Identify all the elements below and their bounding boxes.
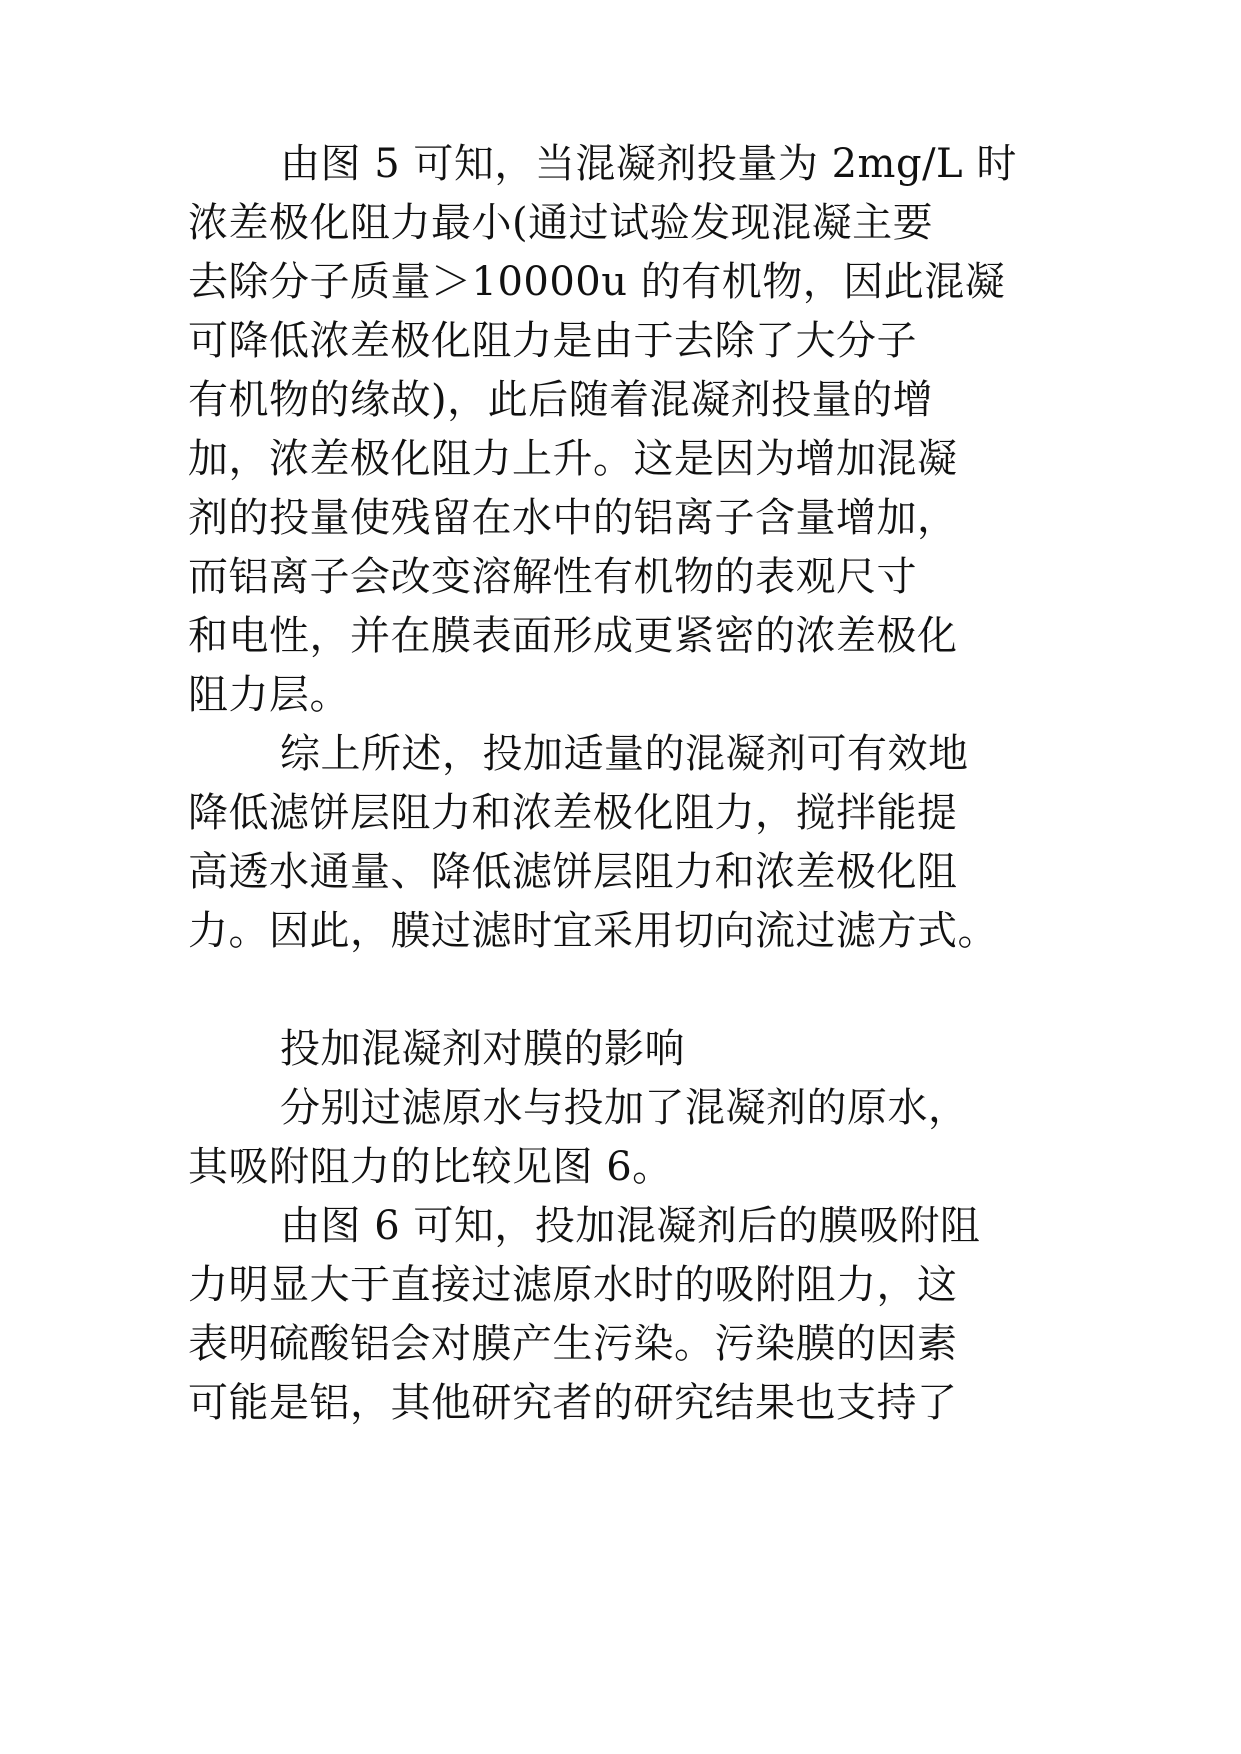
paragraph-2-line-2: 降低滤饼层阻力和浓差极化阻力，搅拌能提 bbox=[188, 790, 958, 836]
paragraph-1-line-2: 浓差极化阻力最小(通过试验发现混凝主要 bbox=[188, 200, 934, 246]
paragraph-1-line-7: 剂的投量使残留在水中的铝离子含量增加， bbox=[188, 495, 958, 541]
paragraph-1-line-1: 由图 5 可知，当混凝剂投量为 2mg/L 时 bbox=[280, 141, 1017, 187]
paragraph-1-line-5: 有机物的缘故)，此后随着混凝剂投量的增 bbox=[188, 377, 934, 423]
paragraph-1-line-3: 去除分子质量＞10000u 的有机物，因此混凝 bbox=[188, 259, 1006, 305]
paragraph-1-line-8: 而铝离子会改变溶解性有机物的表观尺寸 bbox=[188, 554, 917, 600]
paragraph-4-line-3: 表明硫酸铝会对膜产生污染。污染膜的因素 bbox=[188, 1321, 958, 1367]
paragraph-4-line-4: 可能是铝，其他研究者的研究结果也支持了 bbox=[188, 1380, 958, 1426]
paragraph-1-line-6: 加，浓差极化阻力上升。这是因为增加混凝 bbox=[188, 436, 958, 482]
paragraph-2-line-3: 高透水通量、降低滤饼层阻力和浓差极化阻 bbox=[188, 849, 958, 895]
paragraph-4-line-1: 由图 6 可知，投加混凝剂后的膜吸附阻 bbox=[280, 1203, 981, 1249]
paragraph-3-line-2: 其吸附阻力的比较见图 6。 bbox=[188, 1144, 673, 1190]
paragraph-2-line-1: 综上所述，投加适量的混凝剂可有效地 bbox=[280, 731, 969, 777]
paragraph-3-line-1: 分别过滤原水与投加了混凝剂的原水， bbox=[280, 1085, 969, 1131]
paragraph-1-line-4: 可降低浓差极化阻力是由于去除了大分子 bbox=[188, 318, 917, 364]
section-heading: 投加混凝剂对膜的影响 bbox=[280, 1026, 685, 1072]
paragraph-1-line-10: 阻力层。 bbox=[188, 672, 350, 718]
paragraph-2-line-4: 力。因此，膜过滤时宜采用切向流过滤方式。 bbox=[188, 908, 998, 954]
paragraph-4-line-2: 力明显大于直接过滤原水时的吸附阻力，这 bbox=[188, 1262, 958, 1308]
paragraph-1-line-9: 和电性，并在膜表面形成更紧密的浓差极化 bbox=[188, 613, 958, 659]
